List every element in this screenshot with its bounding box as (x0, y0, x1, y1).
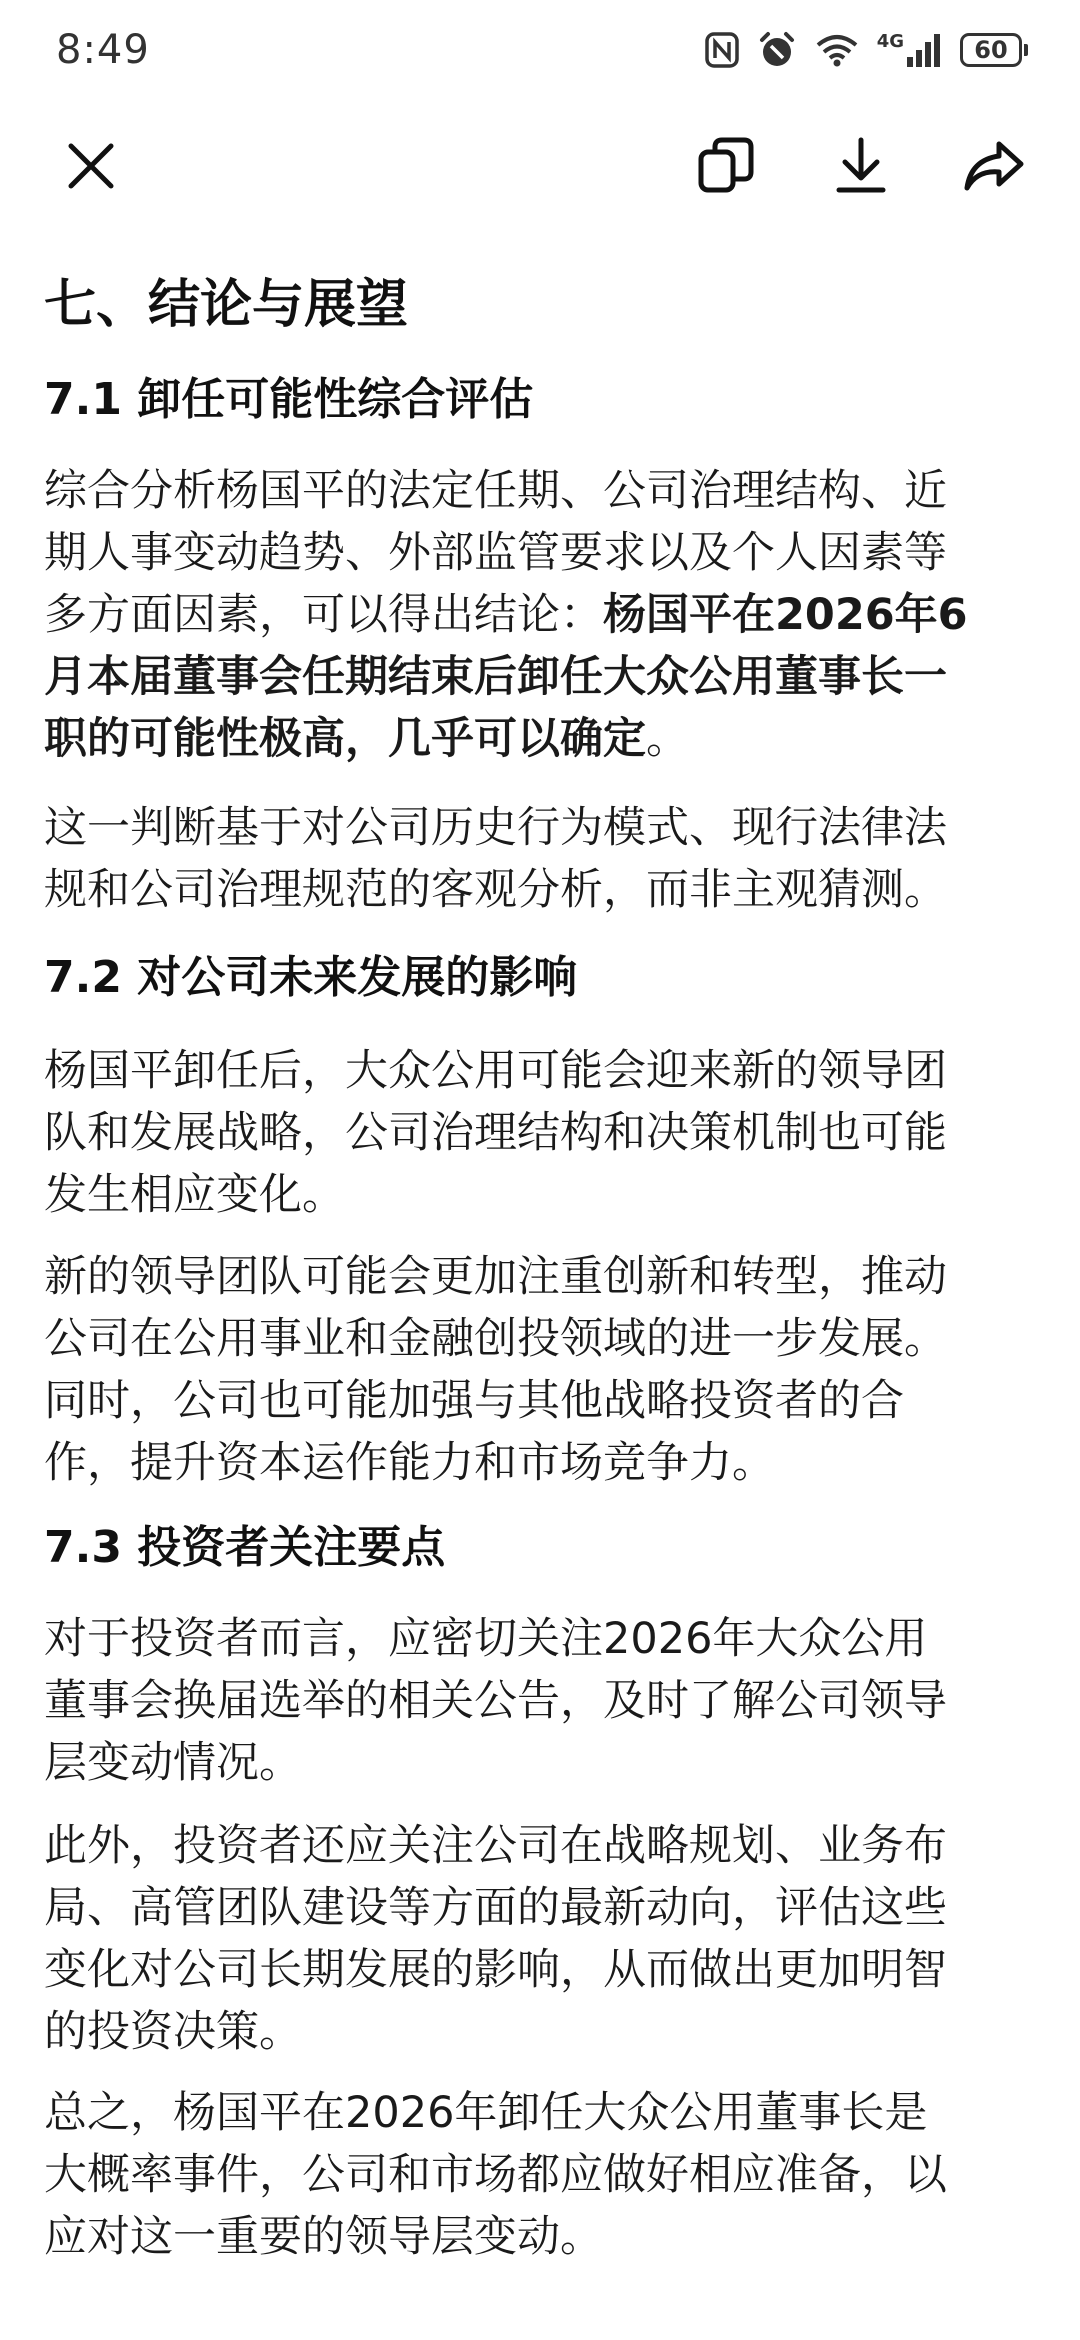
close-button[interactable] (55, 130, 127, 202)
signal-icon (877, 33, 942, 67)
share-button[interactable] (958, 130, 1030, 202)
close-icon (63, 138, 119, 194)
paragraph-7-2-b: 新的领导团队可能会更加注重创新和转型，推动 公司在公用事业和金融创投领域的进一步发展。 同时，公司也可能加强与其他战略投资者的合 作，提升资本运作能力和市场竞争力。 (44, 1252, 947, 1488)
network-label: 4G (876, 31, 904, 52)
status-icons (705, 31, 1028, 69)
paragraph-7-3-a: 对于投资者而言，应密切关注2026年大众公用 董事会换届选举的相关公告，及时了解公司领导 层变动情况。 (44, 1614, 947, 1788)
copy-icon (697, 136, 755, 196)
alarm-icon (757, 31, 797, 69)
share-icon (963, 138, 1025, 194)
download-icon (833, 136, 889, 196)
conclusion-highlight: 杨国平在2026年6 (603, 590, 968, 640)
battery-level: 60 (960, 33, 1022, 67)
subsection-title-7-2: 7.2 对公司未来发展的影响 (44, 952, 578, 1003)
paragraph-7-1-b: 这一判断基于对公司历史行为模式、现行法律法 规和公司治理规范的客观分析，而非主观猜测。 (44, 803, 947, 915)
toolbar (0, 110, 1080, 220)
subsection-title-7-3: 7.3 投资者关注要点 (44, 1522, 446, 1573)
download-button[interactable] (825, 130, 897, 202)
battery-icon (960, 33, 1028, 67)
status-time: 8:49 (56, 27, 150, 73)
status-bar (0, 0, 1080, 100)
paragraph-7-3-b: 此外，投资者还应关注公司在战略规划、业务布 局、高管团队建设等方面的最新动向，评估这些 变化对公司长期发展的影响，从而做出更加明智 的投资决策。 (44, 1821, 947, 2057)
copy-button[interactable] (690, 130, 762, 202)
wifi-icon (815, 33, 859, 67)
nfc-icon (705, 32, 739, 68)
paragraph-7-2-a: 杨国平卸任后，大众公用可能会迎来新的领导团 队和发展战略，公司治理结构和决策机制也可能 发生相应变化。 (44, 1046, 947, 1220)
section-title: 七、结论与展望 (44, 275, 409, 335)
paragraph-7-1-a: 综合分析杨国平的法定任期、公司治理结构、近 期人事变动趋势、外部监管要求以及个人因素等 多方面因素，可以得出结论：杨国平在2026年6 月本届董事会任期结束后卸任大众公用董事长一 职的可能性极高，几乎可以确定。 (44, 466, 968, 764)
paragraph-7-3-c: 总之，杨国平在2026年卸任大众公用董事长是 大概率事件，公司和市场都应做好相应准备，以 应对这一重要的领导层变动。 (44, 2088, 947, 2262)
subsection-title-7-1: 7.1 卸任可能性综合评估 (44, 374, 534, 425)
